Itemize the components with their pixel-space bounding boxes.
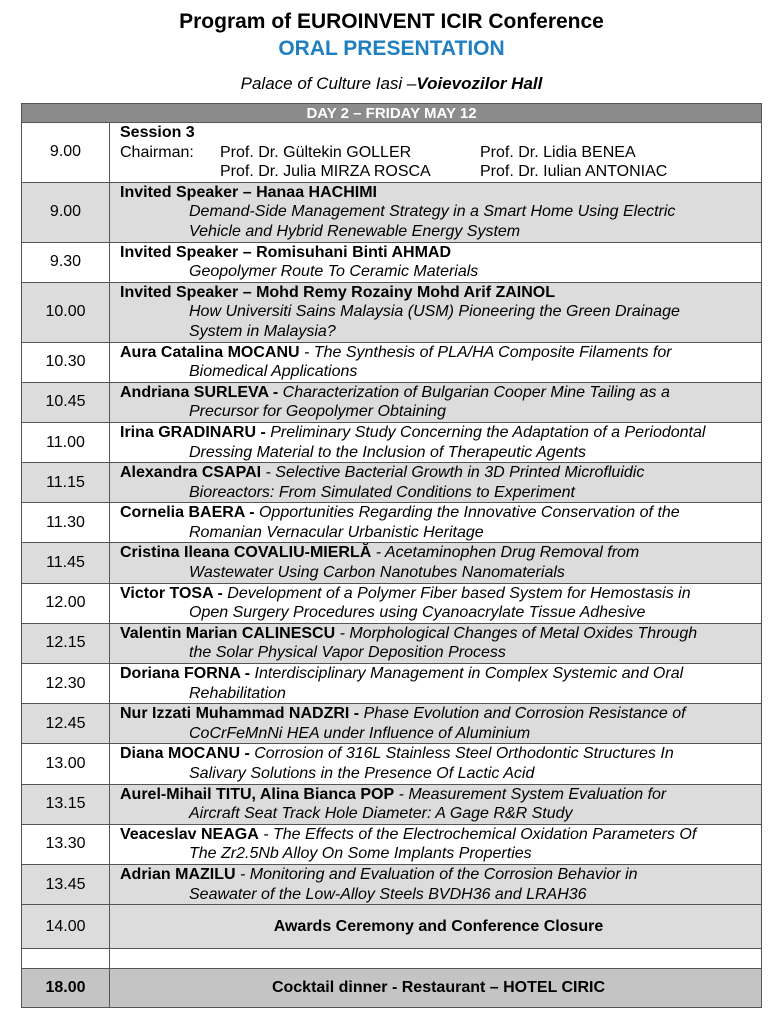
talk-first-line xyxy=(120,825,757,845)
chair-name: Prof. Dr. Julia MIRZA ROSCA xyxy=(220,163,431,181)
dinner-row xyxy=(22,969,762,1008)
spacer-cell xyxy=(22,949,110,969)
talk-time: 13.30 xyxy=(22,824,110,864)
talk-time: 11.45 xyxy=(22,543,110,583)
talk-title-line: - Morphological Changes of Metal Oxides Through xyxy=(335,624,698,642)
talk-time: 12.00 xyxy=(22,583,110,623)
talk-details xyxy=(110,463,762,503)
talk-title-line: the Solar Physical Vapor Deposition Process xyxy=(189,644,506,662)
dinner-time: 18.00 xyxy=(22,969,110,1008)
talk-title-line: - The Effects of the Electrochemical Oxidation Parameters Of xyxy=(258,825,697,843)
talk-author: Cornelia BAERA - xyxy=(120,504,255,522)
talk-row xyxy=(22,503,762,543)
talk-title-line: Seawater of the Low-Alloy Steels BVDH36 and LRAH36 xyxy=(189,885,587,903)
talk-author: Aurel-Mihail TITU, Alina Bianca POP xyxy=(120,785,395,803)
talk-author: Valentin Marian CALINESCU xyxy=(120,624,336,642)
talk-details xyxy=(110,784,762,824)
talk-row xyxy=(22,704,762,744)
invited-row xyxy=(22,282,762,342)
talk-details xyxy=(110,824,762,864)
talk-time: 13.45 xyxy=(22,864,110,904)
talk-details xyxy=(110,664,762,704)
talk-title-line: - Measurement System Evaluation for xyxy=(394,785,667,803)
talk-first-line xyxy=(120,865,757,885)
invited-speaker: Invited Speaker – Mohd Remy Rozainy Mohd Arif ZAINOL xyxy=(120,283,556,301)
talk-title-line: Salivary Solutions in the Presence Of Lactic Acid xyxy=(189,765,535,782)
talk-time: 11.00 xyxy=(22,422,110,462)
talk-title-line: Aircraft Seat Track Hole Diameter: A Gage R&R Study xyxy=(189,805,573,823)
talk-time: 10.00 xyxy=(22,282,110,342)
talk-author: Cristina Ileana COVALIU-MIERLĂ xyxy=(120,544,372,562)
talk-first-line xyxy=(120,584,757,604)
talk-details xyxy=(110,342,762,382)
talk-time: 12.30 xyxy=(22,664,110,704)
chair-name: Prof. Dr. Gültekin GOLLER xyxy=(220,143,412,161)
talk-details xyxy=(110,864,762,904)
talk-details xyxy=(110,583,762,623)
venue-prefix: Palace of Culture Iasi – xyxy=(240,74,417,93)
talk-title-line: Preliminary Study Concerning the Adaptation of a Periodontal xyxy=(265,423,706,441)
venue-line xyxy=(0,73,783,95)
chairs-table xyxy=(120,143,667,182)
talk-author: Alexandra CSAPAI xyxy=(120,464,262,482)
talk-title-line: Romanian Vernacular Urbanistic Heritage xyxy=(189,523,484,541)
talk-author: Irina GRADINARU - xyxy=(120,423,266,441)
talk-author: Aura Catalina MOCANU xyxy=(120,343,300,361)
talk-details xyxy=(110,242,762,282)
talk-title-line: - The Synthesis of PLA/HA Composite Filaments for xyxy=(299,343,672,361)
talk-title-line: Geopolymer Route To Ceramic Materials xyxy=(189,263,479,281)
talk-title-line: The Zr2.5Nb Alloy On Some Implants Properties xyxy=(189,845,532,863)
talk-details xyxy=(110,422,762,462)
venue-hall: Voievozilor Hall xyxy=(416,74,543,93)
talk-details xyxy=(110,503,762,543)
talk-details xyxy=(110,543,762,583)
talk-time: 12.45 xyxy=(22,704,110,744)
talk-author: Nur Izzati Muhammad NADZRI - xyxy=(120,705,360,723)
closure-time: 14.00 xyxy=(22,905,110,949)
talk-author: Victor TOSA - xyxy=(120,584,223,602)
session-row xyxy=(22,123,762,183)
talk-row xyxy=(22,342,762,382)
talk-title-line: CoCrFeMnNi HEA under Influence of Aluminium xyxy=(189,724,531,742)
invited-row xyxy=(22,182,762,242)
talk-row xyxy=(22,664,762,704)
session-details xyxy=(110,123,762,183)
talk-row xyxy=(22,784,762,824)
invited-speaker: Invited Speaker – Romisuhani Binti AHMAD xyxy=(120,243,452,261)
talk-row xyxy=(22,824,762,864)
invited-speaker: Invited Speaker – Hanaa HACHIMI xyxy=(120,183,377,201)
talk-title-line: Characterization of Bulgarian Cooper Mine Tailing as a xyxy=(278,383,670,401)
talk-title-line: Interdisciplinary Management in Complex Systemic and Oral xyxy=(250,665,684,683)
talk-details xyxy=(110,704,762,744)
talk-details xyxy=(110,282,762,342)
session-title: Session 3 xyxy=(120,124,195,141)
talk-first-line xyxy=(120,664,757,684)
talk-row xyxy=(22,744,762,784)
session-time: 9.00 xyxy=(22,123,110,183)
talk-title-line: Bioreactors: From Simulated Conditions to Experiment xyxy=(189,483,575,501)
talk-title-line: - Monitoring and Evaluation of the Corrosion Behavior in xyxy=(235,865,638,883)
talk-details xyxy=(110,623,762,663)
talk-details xyxy=(110,744,762,784)
talk-author: Adrian MAZILU xyxy=(120,865,236,883)
talk-author: Veaceslav NEAGA xyxy=(120,825,259,843)
chair-label: Chairman: xyxy=(120,143,194,161)
talk-row xyxy=(22,382,762,422)
talk-first-line xyxy=(120,463,757,483)
talk-time: 11.30 xyxy=(22,503,110,543)
page-title: Program of EUROINVENT ICIR Conference xyxy=(179,10,604,33)
talk-row xyxy=(22,543,762,583)
talk-details xyxy=(110,182,762,242)
talk-first-line xyxy=(120,383,757,403)
day-label: DAY 2 – FRIDAY MAY 12 xyxy=(22,104,762,123)
talk-author: Andriana SURLEVA - xyxy=(120,383,279,401)
talk-author: Doriana FORNA - xyxy=(120,665,251,683)
talk-first-line xyxy=(120,343,757,363)
talk-title-line: Vehicle and Hybrid Renewable Energy System xyxy=(189,222,521,240)
talk-title-line: - Acetaminophen Drug Removal from xyxy=(371,544,640,562)
spacer-cell xyxy=(110,949,762,969)
talk-title-line: Biomedical Applications xyxy=(189,363,358,381)
talk-time: 13.00 xyxy=(22,744,110,784)
talk-title-line: Opportunities Regarding the Innovative Conservation of the xyxy=(254,504,680,522)
talk-time: 11.15 xyxy=(22,463,110,503)
spacer-row xyxy=(22,949,762,969)
talk-row xyxy=(22,583,762,623)
talk-first-line xyxy=(120,543,757,563)
talk-title-line: - Selective Bacterial Growth in 3D Printed Microfluidic xyxy=(261,464,645,482)
talk-time: 9.30 xyxy=(22,242,110,282)
talk-title-line: Phase Evolution and Corrosion Resistance of xyxy=(359,705,686,723)
talk-row xyxy=(22,463,762,503)
talk-time: 9.00 xyxy=(22,182,110,242)
talk-time: 12.15 xyxy=(22,623,110,663)
talk-row xyxy=(22,422,762,462)
talk-first-line xyxy=(120,503,757,523)
day-header-row xyxy=(22,104,762,123)
program-table xyxy=(21,103,762,1008)
talk-title-line: System in Malaysia? xyxy=(189,322,336,340)
talk-row xyxy=(22,623,762,663)
chair-name: Prof. Dr. Lidia BENEA xyxy=(480,143,636,161)
closure-label: Awards Ceremony and Conference Closure xyxy=(110,905,762,949)
talk-title-line: Demand-Side Management Strategy in a Smart Home Using Electric xyxy=(189,203,676,221)
talk-row xyxy=(22,864,762,904)
invited-row xyxy=(22,242,762,282)
talk-author: Diana MOCANU - xyxy=(120,745,250,763)
talk-title-line: Development of a Polymer Fiber based System for Hemostasis in xyxy=(222,584,691,602)
talk-title-line: Open Surgery Procedures using Cyanoacrylate Tissue Adhesive xyxy=(189,604,646,622)
talk-first-line xyxy=(120,423,757,443)
talk-title-line: Corrosion of 316L Stainless Steel Orthodontic Structures In xyxy=(249,745,674,763)
talk-time: 10.30 xyxy=(22,342,110,382)
talk-first-line xyxy=(120,785,757,805)
talk-details xyxy=(110,382,762,422)
talk-title-line: Wastewater Using Carbon Nanotubes Nanomaterials xyxy=(189,564,565,582)
closure-row xyxy=(22,905,762,949)
talk-title-line: How Universiti Sains Malaysia (USM) Pioneering the Green Drainage xyxy=(189,303,680,321)
talk-title-line: Dressing Material to the Inclusion of Therapeutic Agents xyxy=(189,443,586,461)
dinner-label: Cocktail dinner - Restaurant – HOTEL CIRIC xyxy=(110,969,762,1008)
talk-title-line: Rehabilitation xyxy=(189,684,286,702)
talk-first-line xyxy=(120,744,757,764)
talk-title-line: Precursor for Geopolymer Obtaining xyxy=(189,403,446,421)
talk-time: 10.45 xyxy=(22,382,110,422)
talk-time: 13.15 xyxy=(22,784,110,824)
chair-name: Prof. Dr. Iulian ANTONIAC xyxy=(480,163,668,181)
talk-first-line xyxy=(120,624,757,644)
talk-first-line xyxy=(120,704,757,724)
page-subtitle: ORAL PRESENTATION xyxy=(278,37,505,60)
